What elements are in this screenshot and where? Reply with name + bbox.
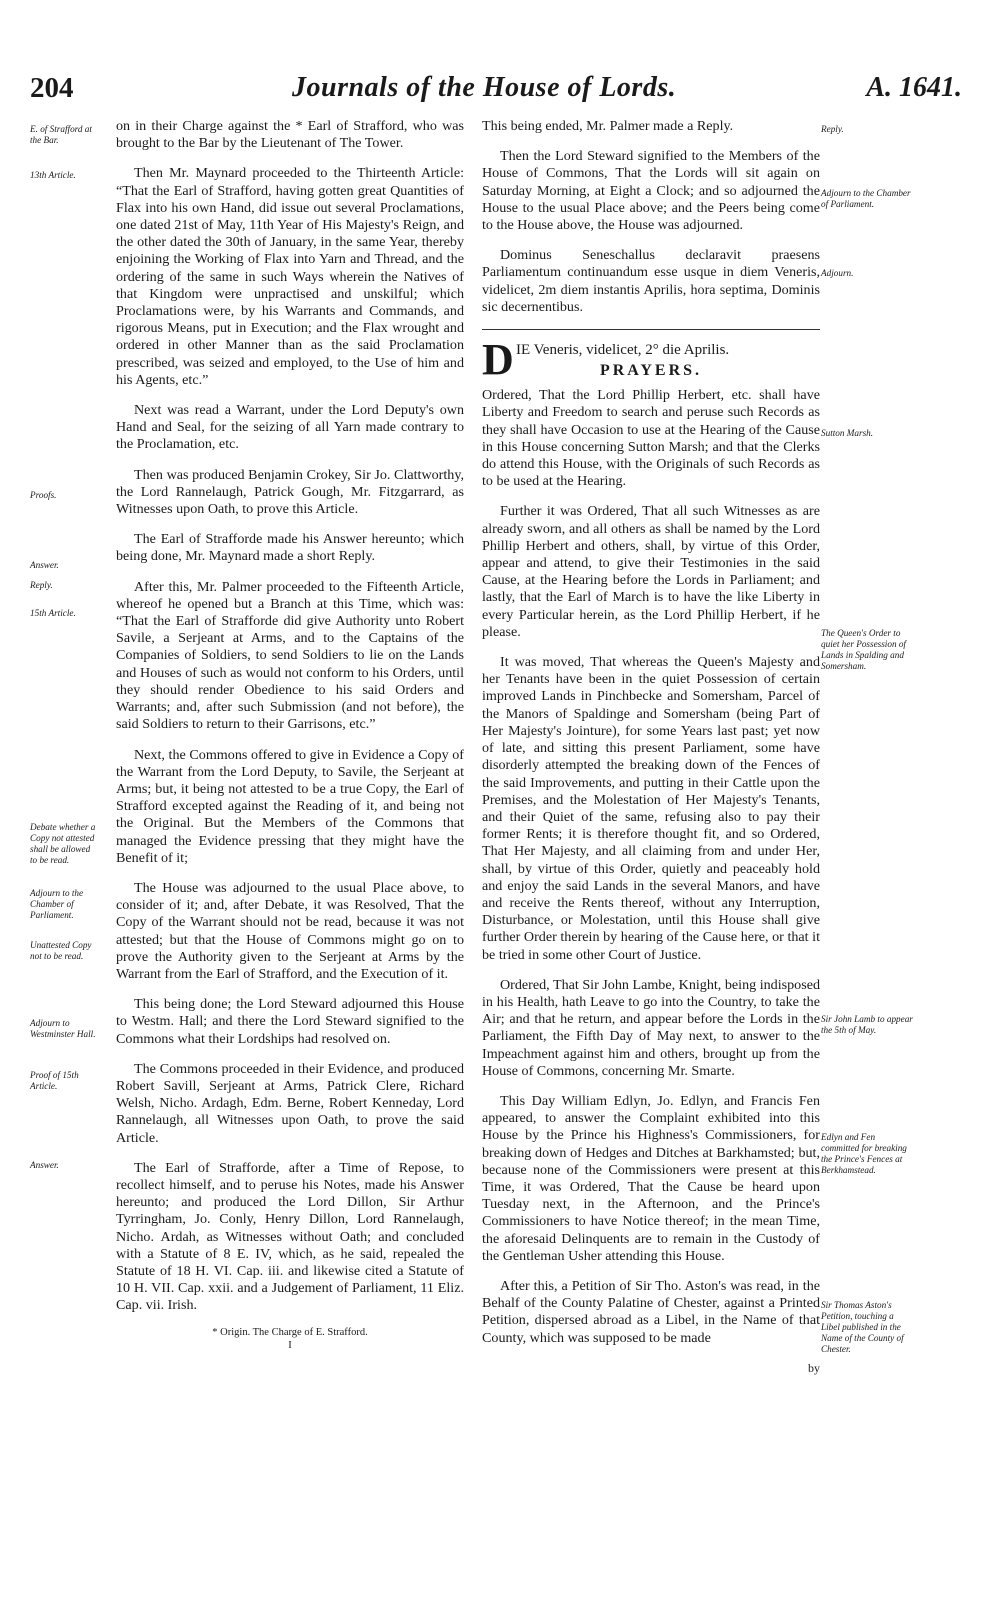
paragraph: Next was read a Warrant, under the Lord Deputy's own Hand and Seal, for the seizing of all Yarn made contrary to the Proclamation, etc. xyxy=(116,402,464,453)
margin-note: Adjourn to the Chamber of Parliament. xyxy=(821,188,911,209)
margin-note: Proofs. xyxy=(30,490,57,500)
year-heading: A. 1641. xyxy=(866,72,962,103)
paragraph: This Day William Edlyn, Jo. Edlyn, and Francis Fen appeared, to answer the Complaint exhibited into this House by the Prince his Highness's Commissioners, for breaking down of Hedges and Ditches at Barkhamsted; but, because none of the Commissioners were present at this Time, it was Ordered, That the Cause be heard upon Tuesday next, in the Afternoon, and the Prince's Commissioners to have Notice thereof; in the mean Time, the aforesaid Delinquents are to remain in the Custody of the Gentleman Usher attending this House. xyxy=(482,1092,820,1264)
paragraph: It was moved, That whereas the Queen's Majesty and her Tenants have been in the quiet Possession of certain improved Lands in Pinchbecke and Somersham, Parcel of the Manors of Spaldinge and Somersham (being Part of Her Majesty's Jointure), for some Years last past; yet now of late, and sitting this present Parliament, some have disorderly attempted the breaking down of the Fences of the said Improvements, and putting in their Cattle upon the Premises, and the Molestation of Her Majesty's Tenants, and their Quiet of the same, refusing also to pay their former Rents; it is therefore thought fit, and so Ordered, That Her Majesty, and all claiming from and under Her, shall, by virtue of this Order, quietly and peaceably hold and enjoy the said Lands in the several Manors, and have and receive the Rents thereof, without any Interruption, Disturbance, or Molestation, until this House shall give further Order therein by hearing of the Cause here, or that it be tried in some other Court of Justice. xyxy=(482,654,820,963)
paragraph: This being done; the Lord Steward adjourned this House to Westm. Hall; and there the Lord Steward signified to the Commons what their Lordships had resolved on. xyxy=(116,996,464,1047)
paragraph: Ordered, That the Lord Phillip Herbert, etc. shall have Liberty and Freedom to search and peruse such Records as they shall have Occasion to use at the Hearing of the Cause in this House concerning Sutton Marsh; and that the Clerks do attend this House, with the Originals of such Records as to be used at the Hearing. xyxy=(482,387,820,490)
paragraph: The Commons proceeded in their Evidence, and produced Robert Savill, Serjeant at Arms, Patrick Clere, Richard Welsh, Nicho. Ardagh, Edm. Berne, Robert Kenneday, Lord Rannelaugh, all Witnesses upon Oath, to prove the said Article. xyxy=(116,1060,464,1146)
paragraph: on in their Charge against the * Earl of Strafford, who was brought to the Bar by the Lieutenant of The Tower. xyxy=(116,118,464,152)
drop-cap: D xyxy=(482,335,514,385)
paragraph: Further it was Ordered, That all such Witnesses as are already sworn, and all others as shall be named by the Lord Phillip Herbert and others, shall, by virtue of this Order, appear and attend, to give their Testimonies in the said Cause, at the Hearing before the Lords in Parliament; and lastly, that the Earl of March is to have the like Liberty in every Particular herein, as the Lord Phillip Herbert, if he please. xyxy=(482,503,820,640)
paragraph: Dominus Seneschallus declaravit praesens Parliamentum continuandum esse usque in diem Veneris, videlicet, 2m diem instantis Aprilis, hora septima, Dominis sic decernentibus. xyxy=(482,247,820,315)
paragraph: Ordered, That Sir John Lambe, Knight, being indisposed in his Health, hath Leave to go into the Country, to take the Air; and that he return, and appear before the Lords in the Parliament, the Fifth Day of May next, to answer to the Impeachment against him and others, brought up from the House of Commons, concerning Mr. Smarte. xyxy=(482,976,820,1079)
day-heading-text: IE Veneris, videlicet, 2° die Aprilis. xyxy=(516,342,730,359)
signature-mark: I xyxy=(288,1339,292,1351)
margin-note: Adjourn. xyxy=(821,268,854,278)
paragraph: After this, a Petition of Sir Tho. Aston's was read, in the Behalf of the County Palatine of Chester, against a Printed Petition, dispersed abroad as a Libel, in the Name of that County, which was supposed to be made xyxy=(482,1277,820,1346)
paragraph: The Earl of Strafforde made his Answer hereunto; which being done, Mr. Maynard made a short Reply. xyxy=(116,531,464,565)
paragraph: Next, the Commons offered to give in Evidence a Copy of the Warrant from the Lord Deputy, to Savile, the Serjeant at Arms; but, it being not attested to be a true Copy, the Earl of Strafford excepted against the Reading of it, and being not the Original. But the Members of the Commons that managed the Evidence pressing that they might have the Benefit of it; xyxy=(116,746,464,866)
margin-note: Sir John Lamb to appear the 5th of May. xyxy=(821,1014,913,1035)
margin-note: Reply. xyxy=(821,124,844,134)
paragraph: The House was adjourned to the usual Place above, to consider of it; and, after Debate, it was Resolved, That the Copy of the Warrant should not be read, because it was not attested; but that the House of Commons might go on to prove the Authority given to the Serjeant at Arms by the Warrant from the Earl of Strafford, and the Execution of it. xyxy=(116,879,464,982)
running-header xyxy=(30,72,962,112)
margin-note: E. of Strafford at the Bar. xyxy=(30,124,92,145)
margin-note: Debate whether a Copy not attested shall be allowed to be read. xyxy=(30,822,96,865)
left-column xyxy=(116,118,464,1354)
margin-note: Reply. xyxy=(30,580,53,590)
margin-note: Edlyn and Fen committed for breaking the Prince's Fences at Berkhamstead. xyxy=(821,1132,907,1175)
prayers-heading: PRAYERS. xyxy=(599,362,703,380)
margin-note: Sir Thomas Aston's Petition, touching a Libel published in the Name of the County of Chester. xyxy=(821,1300,904,1354)
paragraph: Then the Lord Steward signified to the Members of the House of Commons, That the Lords will sit again on Saturday Morning, at Eight a Clock; and so adjourned the House to the usual Place above; and the Peers being come to the House above, the House was adjourned. xyxy=(482,148,820,234)
paragraph: After this, Mr. Palmer proceeded to the Fifteenth Article, whereof he opened but a Branch at this Time, which was: “That the Earl of Strafforde did give Authority unto Robert Savile, a Serjeant at Arms, and to the Captains of the Companies of Soldiers, to send Soldiers to lie on the Lands and Houses of such as would not conform to his Orders, until they should render Obedience to his said Orders and Warrants; and, after such Submission (and not before), the said Soldiers to return to their Garrisons, etc.” xyxy=(116,578,464,733)
section-divider xyxy=(482,329,820,330)
margin-note: Answer. xyxy=(30,1160,59,1170)
margin-note: Unattested Copy not to be read. xyxy=(30,940,92,961)
page-number: 204 xyxy=(30,72,74,104)
catchword: by xyxy=(808,1360,820,1375)
running-title: Journals of the House of Lords. xyxy=(292,72,677,103)
margin-note: Adjourn to Westminster Hall. xyxy=(30,1018,96,1039)
paragraph: This being ended, Mr. Palmer made a Reply. xyxy=(482,118,734,134)
paragraph: Then Mr. Maynard proceeded to the Thirteenth Article: “That the Earl of Strafford, having gotten great Quantities of Flax into his own Hand, did issue out several Proclamations, one dated 21st of May, 11th Year of His Majesty's Reign, and the other dated the 30th of January, in the same Year, thereby enjoining the Working of Flax into Yarn and Thread, and the ordering of the same in such Ways wherein the Natives of that Kingdom were unpractised and unskilful; which Proclamations were, by his Warrants and Commands, and rigorous Means, put in Execution; and the Flax wrought and ordered in other Manner than as the said Proclamation prescribed, was seized and employed, to the Use of him and his Agents, etc.” xyxy=(116,165,464,388)
right-column xyxy=(482,118,820,1377)
margin-note: 13th Article. xyxy=(30,170,76,180)
margin-note: The Queen's Order to quiet her Possession of Lands in Spalding and Somersham. xyxy=(821,628,906,671)
margin-note: Sutton Marsh. xyxy=(821,428,874,438)
margin-note: 15th Article. xyxy=(30,608,76,618)
margin-note: Proof of 15th Article. xyxy=(30,1070,79,1091)
margin-note: Answer. xyxy=(30,560,59,570)
margin-note: Adjourn to the Chamber of Parliament. xyxy=(30,888,84,920)
paragraph: Then was produced Benjamin Crokey, Sir Jo. Clattworthy, the Lord Rannelaugh, Patrick Gough, Mr. Fitzgarrard, as Witnesses upon Oath, to prove this Article. xyxy=(116,466,464,518)
footnote: * Origin. The Charge of E. Strafford. xyxy=(212,1326,368,1338)
paragraph: The Earl of Strafforde, after a Time of Repose, to recollect himself, and to peruse his Notes, made his Answer hereunto; and produced the Lord Dillon, Sir Arthur Tyrringham, Jo. Conly, Henry Dillon, Lord Rannelaugh, Nicho. Ardah, as Witnesses without Oath; and concluded with a Statute of 8 E. IV, which, as he said, repealed the Statute of 18 H. VI. Cap. iii. and likewise cited a Statute of 10 H. VII. Cap. xxii. and a Judgement of Parliament, 11 Eliz. Cap. vii. Irish. xyxy=(116,1159,464,1314)
